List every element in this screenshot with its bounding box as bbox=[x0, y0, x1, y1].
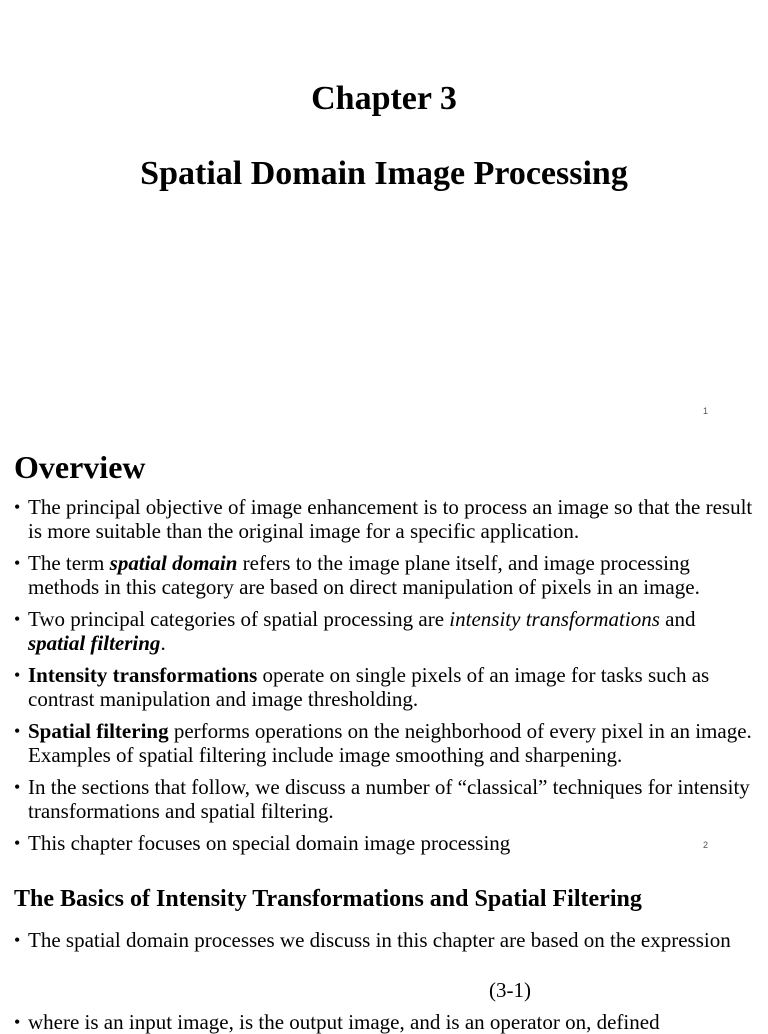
bullet-item bbox=[14, 928, 754, 952]
bullet-item bbox=[14, 607, 754, 655]
page-number: 1 bbox=[703, 406, 709, 416]
bullet-text: The spatial domain processes we discuss in this chapter are based on the expression bbox=[28, 928, 731, 952]
bullet-emphasis: spatial filtering bbox=[28, 631, 161, 655]
bullet-text: performs operations on the neighborhood of every pixel in an image. Examples of spatial filtering include image smoothing and sharpening. bbox=[28, 719, 752, 767]
bullet-text: refers to the image plane itself, and image processing methods in this category are based on direct manipulation of pixels in an image. bbox=[28, 551, 700, 599]
bullet-italic: intensity transformations bbox=[449, 607, 660, 631]
bullet-text: The principal objective of image enhancement is to process an image so that the result is more suitable than the original image for a specific application. bbox=[28, 495, 753, 543]
bullet-item bbox=[14, 495, 754, 543]
chapter-label: Chapter 3 bbox=[311, 80, 457, 117]
cut-off-bullet bbox=[14, 1010, 768, 1034]
bullet-text: Two principal categories of spatial processing are bbox=[28, 607, 450, 631]
bullet-text: This chapter focuses on special domain image processing bbox=[28, 831, 511, 855]
bullet-item bbox=[14, 719, 754, 767]
basics-slide bbox=[0, 866, 768, 1034]
title-slide bbox=[0, 0, 768, 432]
bullet-text: and bbox=[659, 607, 696, 631]
bullet-text: The term bbox=[28, 551, 110, 575]
overview-heading: Overview bbox=[14, 449, 146, 485]
bullet-item bbox=[14, 663, 754, 711]
bullet-emphasis: spatial domain bbox=[109, 551, 238, 575]
bullet-bold: Intensity transformations bbox=[28, 663, 258, 687]
bullet-text: In the sections that follow, we discuss a number of “classical” techniques for intensity transformations and spatial filtering. bbox=[28, 775, 750, 823]
equation-number: (3-1) bbox=[489, 978, 531, 1002]
page-number: 2 bbox=[703, 840, 709, 850]
bullet-item bbox=[14, 831, 754, 855]
overview-bullet-list bbox=[14, 495, 754, 863]
bullet-text: where is an input image, is the output image, and is an operator on, defined bbox=[28, 1010, 660, 1034]
bullet-bold: Spatial filtering bbox=[28, 719, 169, 743]
bullet-item bbox=[14, 775, 754, 823]
bullet-text: operate on single pixels of an image for tasks such as contrast manipulation and image thresholding. bbox=[28, 663, 710, 711]
basics-heading: The Basics of Intensity Transformations and Spatial Filtering bbox=[14, 886, 642, 912]
bullet-text: . bbox=[160, 631, 166, 655]
overview-slide bbox=[0, 432, 768, 866]
bullet-item bbox=[14, 551, 754, 599]
chapter-title: Spatial Domain Image Processing bbox=[140, 155, 628, 192]
basics-bullet-list bbox=[14, 928, 754, 960]
